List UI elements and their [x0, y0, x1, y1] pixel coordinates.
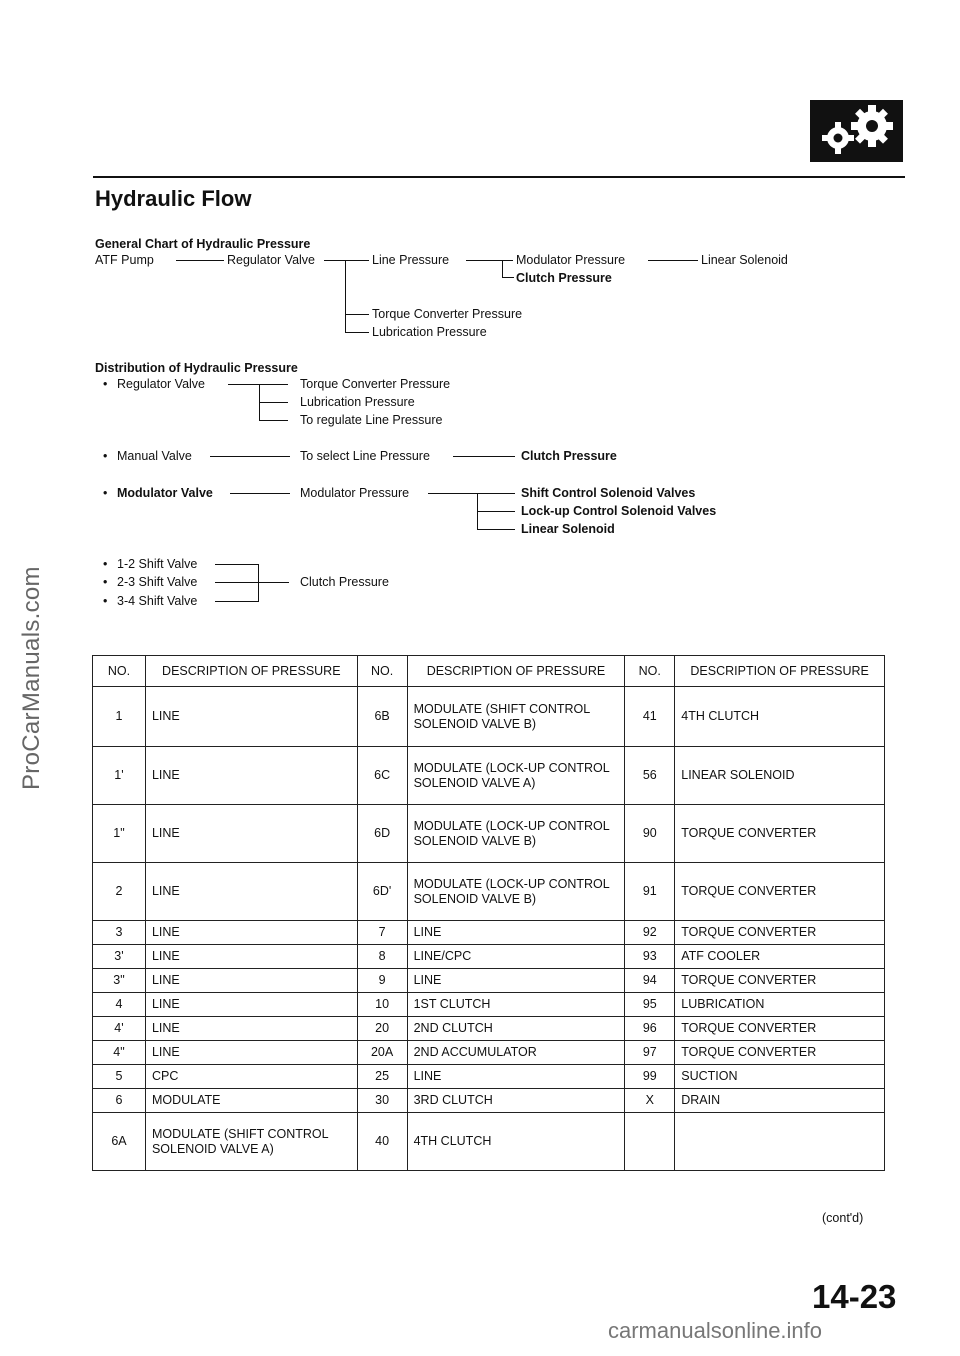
gears-icon — [810, 100, 903, 162]
cell-number: 10 — [357, 993, 407, 1017]
cell-description: TORQUE CONVERTER — [675, 863, 885, 921]
shift-output: Clutch Pressure — [300, 575, 389, 589]
cell-description: LINE — [145, 863, 357, 921]
table-row — [93, 1017, 885, 1041]
cell-description: MODULATE (LOCK-UP CONTROL SOLENOID VALVE A) — [407, 747, 625, 805]
cell-description: 1ST CLUTCH — [407, 993, 625, 1017]
mv-output-2: Clutch Pressure — [521, 449, 617, 463]
connector-line — [477, 529, 515, 530]
connector-line — [258, 564, 259, 602]
cell-number: 5 — [93, 1065, 146, 1089]
cell-description: LUBRICATION — [675, 993, 885, 1017]
table-row — [93, 687, 885, 747]
rv-output-3: To regulate Line Pressure — [300, 413, 443, 427]
connector-line — [345, 260, 346, 333]
cell-number: 9 — [357, 969, 407, 993]
connector-line — [648, 260, 698, 261]
cell-description: LINE/CPC — [407, 945, 625, 969]
shift-valve-2: 2-3 Shift Valve — [117, 575, 198, 589]
cell-number: 1' — [93, 747, 146, 805]
shift-valve-3: 3-4 Shift Valve — [117, 594, 198, 608]
modulator-pressure-label: Modulator Pressure — [516, 253, 626, 267]
table-row — [93, 805, 885, 863]
connector-line — [259, 402, 288, 403]
connector-line — [324, 260, 369, 261]
table-row — [93, 945, 885, 969]
page-number: 14-23 — [812, 1278, 897, 1315]
cell-number: 93 — [625, 945, 675, 969]
clutch-pressure-label: Clutch Pressure — [516, 271, 612, 285]
cell-number: 91 — [625, 863, 675, 921]
distribution-heading: Distribution of Hydraulic Pressure — [95, 361, 298, 375]
modulator-valve-item: Modulator Valve — [117, 486, 213, 500]
watermark-bottom: carmanualsonline.info — [608, 1318, 823, 1343]
col-header-no: NO. — [625, 656, 675, 687]
cell-description: MODULATE (SHIFT CONTROL SOLENOID VALVE A) — [145, 1113, 357, 1171]
table-row — [93, 993, 885, 1017]
cell-number: 6C — [357, 747, 407, 805]
connector-line — [228, 384, 288, 385]
cell-description: LINE — [407, 921, 625, 945]
bullet: • — [103, 557, 108, 571]
cell-description: LINE — [407, 1065, 625, 1089]
cell-description: LINE — [145, 921, 357, 945]
shift-valve-1: 1-2 Shift Valve — [117, 557, 198, 571]
connector-line — [477, 511, 515, 512]
connector-line — [215, 582, 289, 583]
cell-description: 4TH CLUTCH — [675, 687, 885, 747]
connector-line — [466, 260, 513, 261]
col-header-no: NO. — [93, 656, 146, 687]
line-pressure-label: Line Pressure — [372, 253, 450, 267]
cell-description: LINE — [145, 747, 357, 805]
cell-number — [625, 1113, 675, 1171]
cell-number: 90 — [625, 805, 675, 863]
cell-description: ATF COOLER — [675, 945, 885, 969]
modv-output2-3: Linear Solenoid — [521, 522, 615, 536]
table-row — [93, 1113, 885, 1171]
table-row — [93, 969, 885, 993]
cell-description: LINE — [145, 945, 357, 969]
bullet: • — [103, 594, 108, 608]
connector-line — [345, 332, 369, 333]
bullet: • — [103, 449, 108, 463]
cell-description: TORQUE CONVERTER — [675, 1041, 885, 1065]
connector-line — [215, 601, 259, 602]
col-header-desc: DESCRIPTION OF PRESSURE — [145, 656, 357, 687]
cell-description: TORQUE CONVERTER — [675, 1017, 885, 1041]
bullet: • — [103, 377, 108, 391]
modv-output2-2: Lock-up Control Solenoid Valves — [521, 504, 717, 518]
table-header-row — [93, 656, 885, 687]
cell-description: LINE — [145, 687, 357, 747]
cell-number: 96 — [625, 1017, 675, 1041]
cell-number: 99 — [625, 1065, 675, 1089]
cell-number: 4 — [93, 993, 146, 1017]
bullet: • — [103, 486, 108, 500]
header-rule — [93, 176, 905, 178]
table-row — [93, 747, 885, 805]
linear-solenoid-label: Linear Solenoid — [701, 253, 788, 267]
cell-description: CPC — [145, 1065, 357, 1089]
manual-valve-item: Manual Valve — [117, 449, 192, 463]
cell-number: 92 — [625, 921, 675, 945]
cell-description: LINE — [145, 1017, 357, 1041]
page-title: Hydraulic Flow — [95, 186, 252, 211]
cell-description: 4TH CLUTCH — [407, 1113, 625, 1171]
connector-line — [502, 260, 503, 277]
col-header-no: NO. — [357, 656, 407, 687]
connector-line — [210, 456, 290, 457]
cell-number: 3 — [93, 921, 146, 945]
regulator-valve-item: Regulator Valve — [117, 377, 206, 391]
cell-number: 94 — [625, 969, 675, 993]
cell-description: MODULATE (SHIFT CONTROL SOLENOID VALVE B) — [407, 687, 625, 747]
cell-description: 3RD CLUTCH — [407, 1089, 625, 1113]
cell-number: 7 — [357, 921, 407, 945]
cell-number: 3" — [93, 969, 146, 993]
cell-description: MODULATE (LOCK-UP CONTROL SOLENOID VALVE B) — [407, 805, 625, 863]
cell-description: LINE — [145, 969, 357, 993]
cell-number: 6B — [357, 687, 407, 747]
cell-number: 1 — [93, 687, 146, 747]
connector-line — [230, 493, 290, 494]
cell-description: LINE — [145, 1041, 357, 1065]
lubrication-pressure-label: Lubrication Pressure — [372, 325, 487, 339]
cell-number: 6 — [93, 1089, 146, 1113]
connector-line — [176, 260, 224, 261]
cell-description: LINE — [407, 969, 625, 993]
torque-converter-pressure-label: Torque Converter Pressure — [372, 307, 523, 321]
table-row — [93, 921, 885, 945]
cell-number: 4' — [93, 1017, 146, 1041]
cell-number: 1" — [93, 805, 146, 863]
cell-description: TORQUE CONVERTER — [675, 805, 885, 863]
cell-number: 6D' — [357, 863, 407, 921]
table-row — [93, 1041, 885, 1065]
cell-description: MODULATE — [145, 1089, 357, 1113]
cell-description: 2ND ACCUMULATOR — [407, 1041, 625, 1065]
regulator-valve-label: Regulator Valve — [227, 253, 316, 267]
connector-line — [453, 456, 515, 457]
cell-number: 6A — [93, 1113, 146, 1171]
cell-description: SUCTION — [675, 1065, 885, 1089]
cell-number: X — [625, 1089, 675, 1113]
cell-description: LINEAR SOLENOID — [675, 747, 885, 805]
cell-number: 41 — [625, 687, 675, 747]
table-row — [93, 1089, 885, 1113]
cell-description: 2ND CLUTCH — [407, 1017, 625, 1041]
table-row — [93, 1065, 885, 1089]
watermark-left: ProCarManuals.com — [18, 566, 45, 790]
cell-number: 97 — [625, 1041, 675, 1065]
cell-number: 95 — [625, 993, 675, 1017]
cell-description: LINE — [145, 993, 357, 1017]
cell-number: 20 — [357, 1017, 407, 1041]
col-header-desc: DESCRIPTION OF PRESSURE — [675, 656, 885, 687]
rv-output-1: Torque Converter Pressure — [300, 377, 451, 391]
cell-number: 2 — [93, 863, 146, 921]
general-chart-heading: General Chart of Hydraulic Pressure — [95, 237, 311, 251]
cell-description: TORQUE CONVERTER — [675, 969, 885, 993]
cell-number: 20A — [357, 1041, 407, 1065]
connector-line — [259, 420, 288, 421]
cell-number: 8 — [357, 945, 407, 969]
cell-description: DRAIN — [675, 1089, 885, 1113]
cell-description: TORQUE CONVERTER — [675, 921, 885, 945]
pressure-table — [92, 655, 885, 1171]
connector-line — [215, 564, 259, 565]
continued-label: (cont'd) — [822, 1211, 864, 1225]
cell-number: 3' — [93, 945, 146, 969]
rv-output-2: Lubrication Pressure — [300, 395, 415, 409]
mv-output: To select Line Pressure — [300, 449, 430, 463]
connector-line — [345, 314, 369, 315]
cell-number: 40 — [357, 1113, 407, 1171]
cell-number: 56 — [625, 747, 675, 805]
cell-description — [675, 1113, 885, 1171]
atf-pump-label: ATF Pump — [95, 253, 154, 267]
modv-output2-1: Shift Control Solenoid Valves — [521, 486, 696, 500]
cell-number: 6D — [357, 805, 407, 863]
cell-number: 4" — [93, 1041, 146, 1065]
connector-line — [428, 493, 515, 494]
connector-line — [502, 277, 514, 278]
cell-number: 25 — [357, 1065, 407, 1089]
bullet: • — [103, 575, 108, 589]
modv-output: Modulator Pressure — [300, 486, 410, 500]
table-row — [93, 863, 885, 921]
cell-description: MODULATE (LOCK-UP CONTROL SOLENOID VALVE B) — [407, 863, 625, 921]
cell-description: LINE — [145, 805, 357, 863]
col-header-desc: DESCRIPTION OF PRESSURE — [407, 656, 625, 687]
cell-number: 30 — [357, 1089, 407, 1113]
